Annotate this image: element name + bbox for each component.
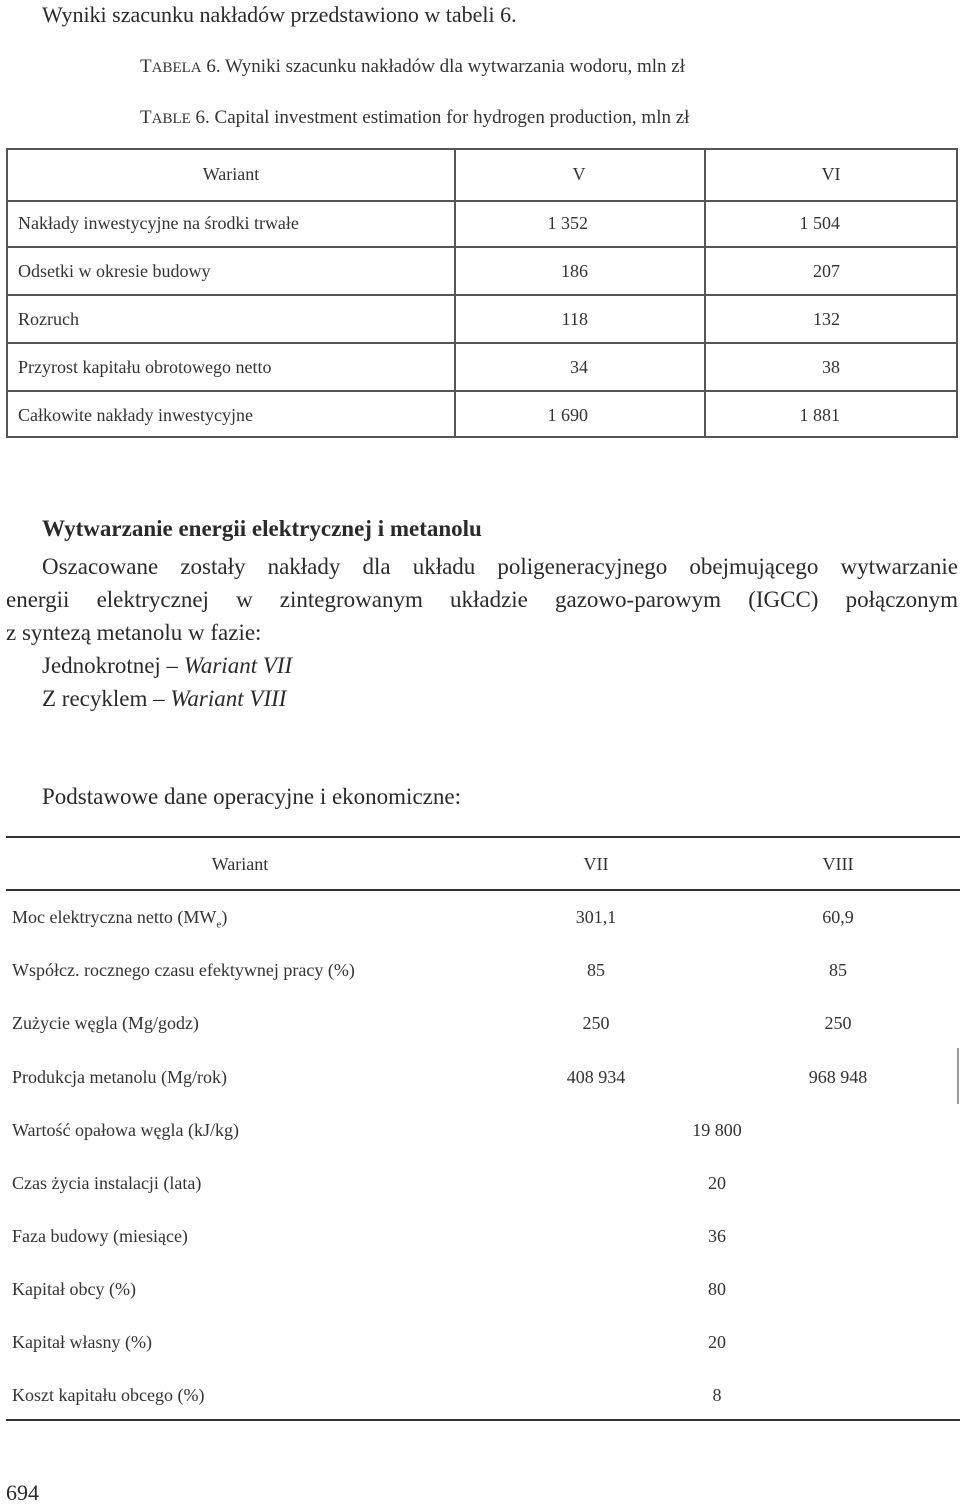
value-vii: 85 (587, 960, 605, 980)
value-viii: 60,9 (822, 907, 854, 927)
row-label: Współcz. rocznego czasu efektywnej pracy (%) (12, 960, 355, 980)
row-label: Produkcja metanolu (Mg/rok) (12, 1067, 227, 1087)
value-vi: 207 (813, 261, 840, 281)
row-label: Kapitał obcy (%) (12, 1279, 136, 1299)
row-label: Nakłady inwestycyjne na środki trwałe (18, 213, 299, 233)
row-label: Rozruch (18, 309, 79, 329)
margin-mark (957, 1048, 959, 1104)
value-v: 34 (570, 357, 588, 377)
header-wariant: Wariant (202, 164, 260, 184)
row-label: Wartość opałowa węgla (kJ/kg) (12, 1120, 239, 1140)
header-viii: VIII (822, 854, 854, 874)
row-label: Moc elektryczna netto $(MW_e)$ (12, 907, 228, 931)
header-v: V (572, 164, 586, 184)
value-vi: 1 504 (799, 213, 840, 233)
value-v: 1 352 (547, 213, 588, 233)
row-label: Przyrost kapitału obrotowego netto (18, 357, 272, 377)
table-caption-en: TABLE 6. Capital investment estimation for hydrogen production, mln zł (140, 107, 690, 128)
paragraph-line: energii elektrycznej w zintegrowanym układzie gazowo-parowym (IGCC) połączonym (6, 587, 958, 612)
section-paragraph (6, 550, 958, 715)
table-row (8, 200, 956, 248)
value-shared: 20 (708, 1332, 726, 1352)
value-shared: 36 (708, 1226, 726, 1246)
variant-item: Z recyklem – Wariant VIII (42, 686, 287, 711)
header-wariant: Wariant (211, 854, 269, 874)
value-shared: 19 800 (692, 1120, 742, 1140)
header-vii: VII (583, 854, 609, 874)
row-label: Kapitał własny (%) (12, 1332, 152, 1352)
value-vii: 408 934 (566, 1067, 626, 1087)
row-label: Koszt kapitału obcego (%) (12, 1385, 205, 1405)
table-row (8, 248, 956, 296)
subheading: Podstawowe dane operacyjne i ekonomiczne: (42, 784, 461, 809)
table-header-rule (6, 889, 960, 891)
variant-item: Jednokrotnej – Wariant VII (42, 653, 293, 678)
table-caption-pl: TABELA 6. Wyniki szacunku nakładów dla wytwarzania wodoru, mln zł (140, 56, 686, 77)
row-label: Odsetki w okresie budowy (18, 261, 211, 281)
value-shared: 8 (712, 1385, 722, 1405)
value-viii: 85 (829, 960, 847, 980)
value-vi: 132 (813, 309, 840, 329)
row-label: Zużycie węgla (Mg/godz) (12, 1013, 199, 1033)
value-v: 1 690 (547, 405, 588, 425)
table-bottom-rule (6, 1419, 960, 1421)
section-heading: Wytwarzanie energii elektrycznej i metanolu (42, 516, 482, 541)
row-label: Faza budowy (miesiące) (12, 1226, 188, 1246)
paragraph-line: z syntezą metanolu w fazie: (6, 620, 262, 645)
page-number: 694 (6, 1480, 39, 1505)
intro-text: Wyniki szacunku nakładów przedstawiono w tabeli 6. (42, 2, 517, 27)
value-vi: 1 881 (799, 405, 840, 425)
row-label: Czas życia instalacji (lata) (12, 1173, 202, 1193)
value-vi: 38 (822, 357, 840, 377)
value-vii: 301,1 (575, 907, 617, 927)
table-top-rule (6, 836, 960, 838)
value-shared: 20 (708, 1173, 726, 1193)
value-viii: 968 948 (808, 1067, 868, 1087)
table-row (8, 392, 956, 440)
table-row (8, 344, 956, 392)
table-6 (6, 148, 958, 438)
table-header-row (8, 150, 956, 202)
value-shared: 80 (708, 1279, 726, 1299)
value-v: 186 (561, 261, 588, 281)
row-label: Całkowite nakłady inwestycyjne (18, 405, 253, 425)
table-row (8, 296, 956, 344)
value-vii: 250 (582, 1013, 610, 1033)
value-v: 118 (561, 309, 588, 329)
header-vi: VI (821, 164, 841, 184)
paragraph-line: Oszacowane zostały nakłady dla układu poligeneracyjnego obejmującego wytwarzanie (42, 554, 958, 579)
value-viii: 250 (824, 1013, 852, 1033)
